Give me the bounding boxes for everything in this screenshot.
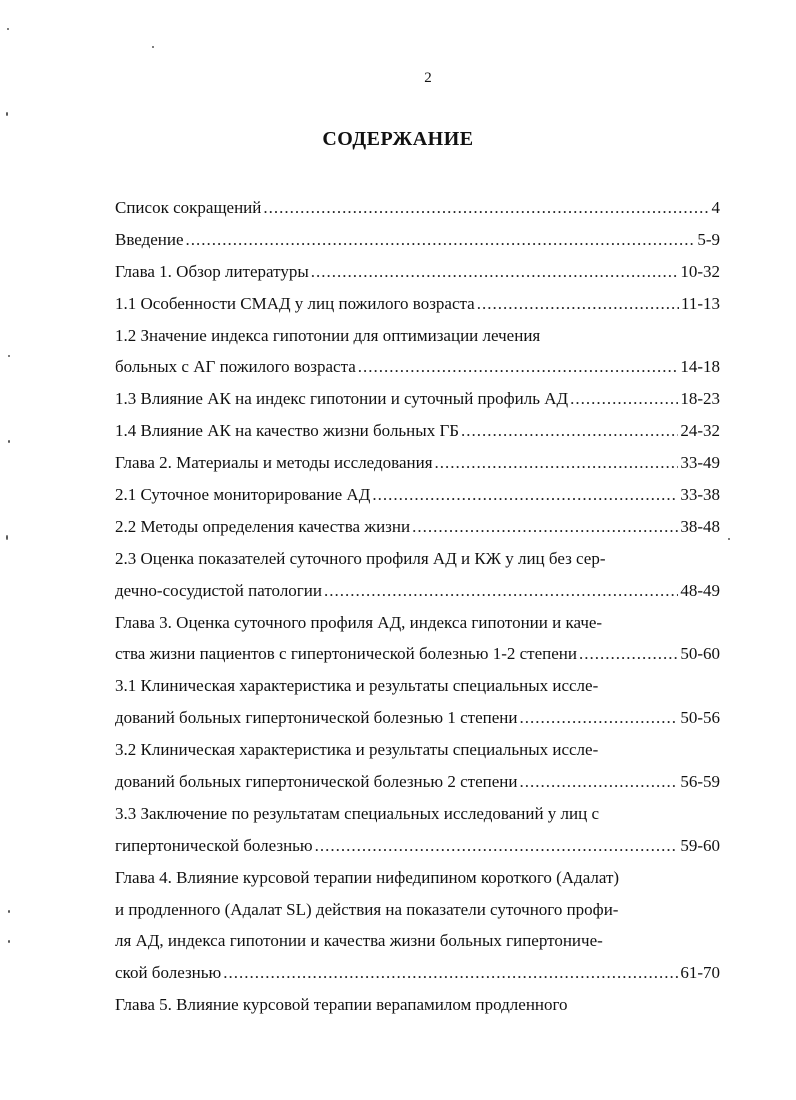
toc-line: [115, 479, 720, 511]
toc-entry-text: дечно-сосудистой патологии: [115, 580, 322, 600]
toc-line: [115, 192, 720, 224]
toc-page-range: 33-49: [680, 453, 720, 473]
scan-speck: [8, 355, 10, 357]
toc-entry-text: 1.1 Особенности СМАД у лиц пожилого возраста: [115, 293, 475, 313]
toc-page-range: 33-38: [680, 485, 720, 505]
toc-leader-dots: [570, 383, 678, 415]
toc-entry-text: Глава 5. Влияние курсовой терапии верапамилом продленного: [115, 995, 568, 1015]
toc-leader-dots: [461, 415, 678, 447]
page-title: СОДЕРЖАНИЕ: [322, 128, 474, 150]
toc-page-range: 61-70: [680, 963, 720, 983]
toc-line: [115, 798, 720, 830]
toc-entry-text: 2.3 Оценка показателей суточного профиля АД и КЖ у лиц без сер-: [115, 548, 606, 568]
toc-page-range: 24-32: [680, 421, 720, 441]
toc-leader-dots: [263, 192, 709, 224]
toc-page-range: 50-56: [680, 708, 720, 728]
toc-line: [115, 925, 720, 957]
toc-line: [115, 670, 720, 702]
toc-leader-dots: [223, 957, 678, 989]
toc-leader-dots: [412, 511, 678, 543]
toc-line: [115, 607, 720, 639]
scan-speck: [8, 940, 10, 943]
scan-speck: [728, 538, 730, 540]
toc-page-range: 38-48: [680, 516, 720, 536]
toc-leader-dots: [435, 447, 679, 479]
toc-entry-text: Список сокращений: [115, 198, 262, 217]
toc-line: [115, 288, 720, 320]
toc-line: [115, 894, 720, 926]
toc-line: [115, 734, 720, 766]
toc-entry-text: дований больных гипертонической болезнью 1 степени: [115, 708, 518, 728]
toc-page-range: 59-60: [680, 835, 720, 855]
scan-speck: [152, 46, 154, 48]
toc-entry-text: 3.1 Клиническая характеристика и результаты специальных иссле-: [115, 676, 599, 696]
toc-line: [115, 702, 720, 734]
toc-line: [115, 989, 720, 1021]
toc-page-range: 5-9: [697, 229, 720, 249]
toc-entry-text: ства жизни пациентов с гипертонической болезнью 1-2 степени: [115, 644, 577, 664]
toc-line: [115, 575, 720, 607]
toc-line: [115, 862, 720, 894]
scan-speck: [7, 28, 9, 30]
toc-entry-text: 3.2 Клиническая характеристика и результаты специальных иссле-: [115, 740, 599, 760]
toc-entry-text: Глава 4. Влияние курсовой терапии нифедипином короткого (Адалат): [115, 867, 620, 887]
page-number: 2: [424, 70, 432, 86]
toc-leader-dots: [311, 256, 679, 288]
toc-line: [115, 224, 720, 256]
toc-entry-text: и продленного (Адалат SL) действия на показатели суточного профи-: [115, 899, 619, 919]
toc-page-range: 50-60: [680, 644, 720, 664]
toc-entry-text: Глава 2. Материалы и методы исследования: [115, 453, 433, 473]
toc-entry-text: 3.3 Заключение по результатам специальных исследований у лиц с: [115, 803, 600, 823]
toc-line: [115, 957, 720, 989]
scan-speck: [8, 910, 10, 913]
toc-page-range: 18-23: [680, 389, 720, 409]
toc-entry-text: дований больных гипертонической болезнью 2 степени: [115, 772, 518, 792]
toc-page-range: 4: [711, 198, 720, 217]
toc-page-range: 48-49: [680, 580, 720, 600]
toc-entry-text: 2.2 Методы определения качества жизни: [115, 516, 411, 536]
toc-leader-dots: [372, 479, 678, 511]
toc-leader-dots: [324, 575, 678, 607]
toc-line: [115, 383, 720, 415]
toc-leader-dots: [477, 288, 679, 320]
toc-line: [115, 415, 720, 447]
toc-entry-text: 2.1 Суточное мониторирование АД: [115, 485, 371, 505]
toc-leader-dots: [358, 351, 679, 383]
toc-entry-text: Глава 3. Оценка суточного профиля АД, индекса гипотонии и каче-: [115, 612, 603, 632]
scan-speck: [6, 535, 8, 540]
toc-line: [115, 830, 720, 862]
toc-page-range: 14-18: [680, 357, 720, 377]
toc-entry-text: гипертонической болезнью: [115, 835, 313, 855]
toc-line: [115, 543, 720, 575]
toc-leader-dots: [519, 766, 678, 798]
table-of-contents: [115, 192, 720, 1021]
toc-line: [115, 638, 720, 670]
toc-entry-text: Глава 1. Обзор литературы: [115, 261, 309, 281]
toc-entry-text: Введение: [115, 229, 184, 249]
toc-line: [115, 766, 720, 798]
toc-leader-dots: [519, 702, 678, 734]
toc-line: [115, 256, 720, 288]
toc-entry-text: 1.3 Влияние АК на индекс гипотонии и суточный профиль АД: [115, 389, 569, 409]
toc-page-range: 11-13: [680, 293, 720, 313]
toc-entry-text: 1.4 Влияние АК на качество жизни больных ГБ: [115, 421, 460, 441]
toc-leader-dots: [186, 224, 696, 256]
toc-line: [115, 447, 720, 479]
toc-page-range: 10-32: [680, 261, 720, 281]
toc-entry-text: ской болезнью: [115, 963, 222, 983]
toc-line: [115, 320, 720, 352]
toc-line: [115, 351, 720, 383]
scan-speck: [8, 440, 10, 443]
toc-entry-text: ля АД, индекса гипотонии и качества жизни больных гипертониче-: [115, 931, 603, 951]
toc-entry-text: 1.2 Значение индекса гипотонии для оптимизации лечения: [115, 325, 541, 345]
toc-line: [115, 511, 720, 543]
toc-leader-dots: [315, 830, 679, 862]
scan-speck: [6, 112, 8, 116]
toc-leader-dots: [579, 638, 678, 670]
toc-page-range: 56-59: [680, 772, 720, 792]
toc-entry-text: больных с АГ пожилого возраста: [115, 357, 356, 377]
